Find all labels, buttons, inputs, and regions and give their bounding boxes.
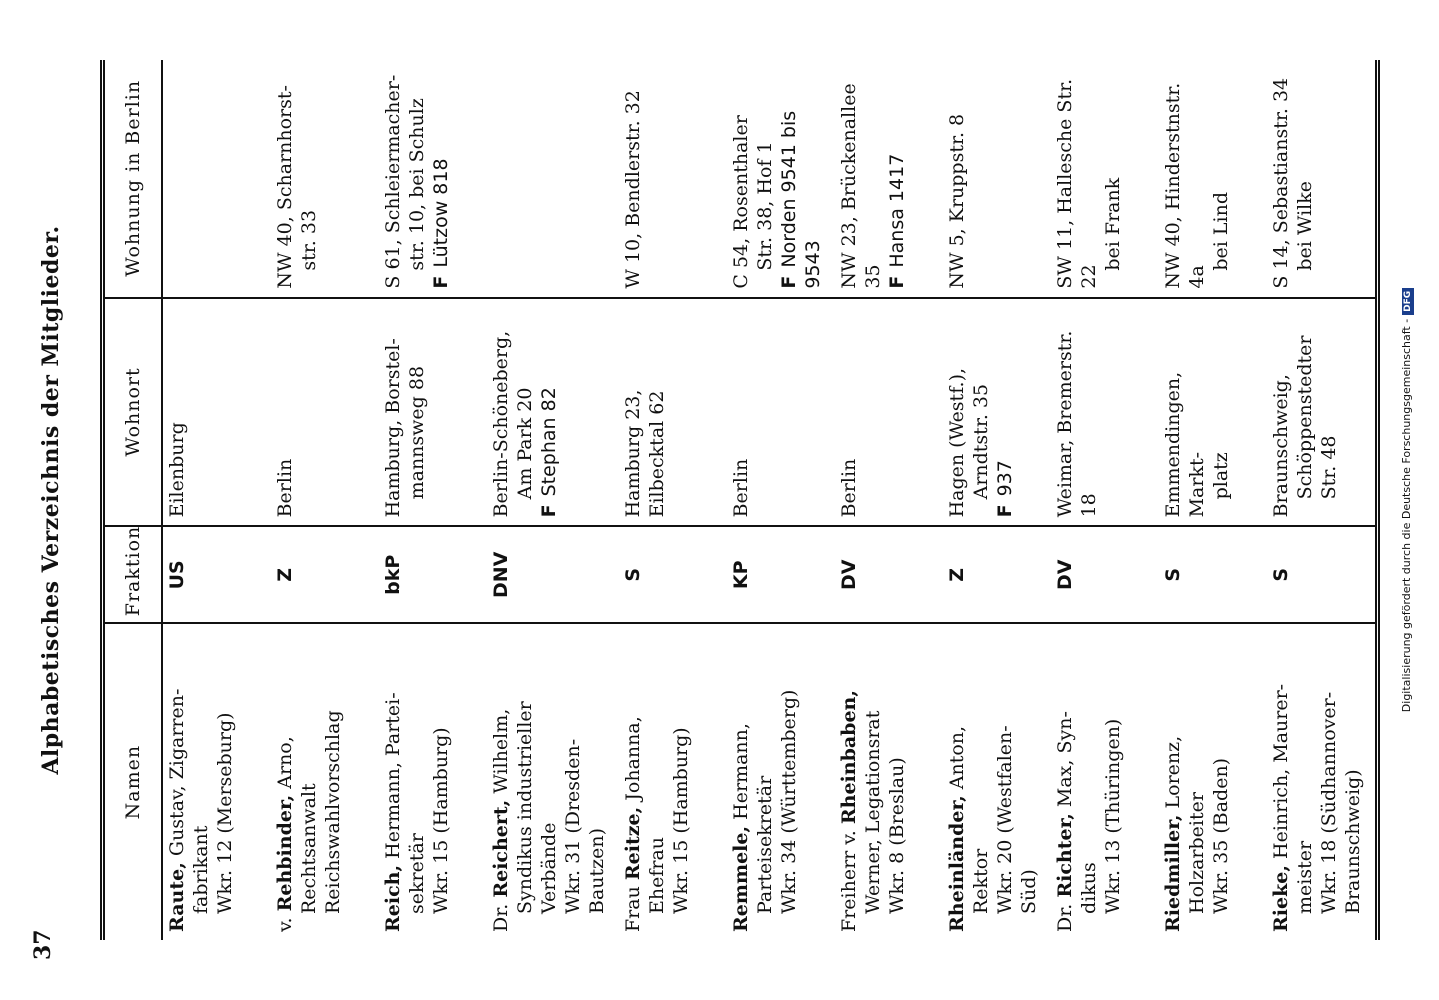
member-name-cell <box>1267 623 1378 940</box>
name-detail-line: Verbände <box>538 822 560 914</box>
given-name: Arno, <box>274 736 296 789</box>
running-head: Alphabetisches Verzeichnis der Mitglieder. <box>38 225 64 775</box>
page-number: 37 <box>30 929 56 960</box>
residence-text: Eilenburg <box>166 422 188 518</box>
address-text: W 10, Bendlerstr. 32 <box>622 90 644 289</box>
address-line: str. 33 <box>298 209 320 271</box>
address-line: bei Lind <box>1210 191 1232 271</box>
address-text: C 54, Rosenthaler <box>730 115 752 289</box>
phone-number: Norden 9541 bis 9543 <box>778 110 824 289</box>
member-name-cell <box>271 623 379 940</box>
name-detail-line: Wkr. 18 (Südhannover- <box>1318 691 1340 914</box>
berlin-address-cell <box>619 60 727 298</box>
member-name-cell <box>619 623 727 940</box>
residence-cell <box>835 298 943 527</box>
table-row <box>379 60 487 940</box>
surname: Reitze, <box>622 806 644 881</box>
address-text: NW 40, Scharnhorst- <box>274 85 296 289</box>
address-text: NW 40, Hinderstnstr. 4a <box>1162 82 1208 289</box>
address-text: NW 23, Brückenallee 35 <box>838 83 884 289</box>
name-prefix: Dr. <box>1054 903 1076 932</box>
given-name: Gustav, Zigarren- <box>166 688 188 857</box>
residence-cell <box>943 298 1051 527</box>
member-name-cell <box>162 623 271 940</box>
surname: Rheinbaben, <box>838 690 860 825</box>
address-text: NW 5, Kruppstr. 8 <box>946 113 968 289</box>
surname: Rheinländer, <box>946 795 968 932</box>
residence-line: platz <box>1210 452 1232 500</box>
faction-cell: bkP <box>379 526 487 623</box>
name-detail-line: Ehefrau <box>646 836 668 914</box>
name-detail-line: Syndikus industrieller <box>514 701 536 914</box>
phone-line: FStephan 82 <box>538 387 560 518</box>
name-detail-line: Süd) <box>1018 869 1040 914</box>
member-name-cell <box>835 623 943 940</box>
residence-line: Am Park 20 <box>514 387 536 500</box>
member-name-cell <box>727 623 835 940</box>
residence-text: Berlin <box>838 458 860 518</box>
address-text: SW 11, Hallesche Str. 22 <box>1054 78 1100 289</box>
table-row <box>619 60 727 940</box>
given-name: Heinrich, Maurer- <box>1270 683 1292 859</box>
table-row <box>727 60 835 940</box>
surname: Rieke, <box>1270 865 1292 932</box>
given-name: Hermann, <box>730 723 752 820</box>
berlin-address-cell <box>271 60 379 298</box>
residence-text: Weimar, Bremerstr. 18 <box>1054 330 1100 518</box>
name-detail-line: Wkr. 15 (Hamburg) <box>670 727 692 914</box>
phone-number: Stephan 82 <box>538 387 560 497</box>
residence-cell <box>271 298 379 527</box>
surname: Raute, <box>166 862 188 932</box>
faction-cell: S <box>619 526 727 623</box>
table-row <box>1051 60 1159 940</box>
member-name-cell <box>379 623 487 940</box>
name-detail-line: Holzarbeiter <box>1186 792 1208 914</box>
faction-cell: KP <box>727 526 835 623</box>
name-prefix: Frau <box>622 886 644 932</box>
residence-text: Hagen (Westf.), <box>946 367 968 518</box>
table-row <box>943 60 1051 940</box>
residence-line: Arndtstr. 35 <box>970 383 992 500</box>
faction-cell: S <box>1159 526 1267 623</box>
table-row <box>487 60 619 940</box>
residence-line: Str. 48 <box>1318 435 1340 500</box>
residence-text: Braunschweig, <box>1270 374 1292 518</box>
faction-cell: S <box>1267 526 1378 623</box>
given-name: Johanna, <box>622 716 644 801</box>
table-row <box>162 60 271 940</box>
header-fraktion: Fraktion <box>103 526 163 623</box>
name-detail-line: Wkr. 15 (Hamburg) <box>430 727 452 914</box>
name-detail-line: Rechtsanwalt <box>298 783 320 914</box>
berlin-address-cell <box>487 60 619 298</box>
table-row <box>835 60 943 940</box>
address-line: bei Wilke <box>1294 180 1316 271</box>
member-name-cell <box>487 623 619 940</box>
residence-text: Berlin <box>730 458 752 518</box>
dfg-logo: DFG <box>1402 288 1414 315</box>
faction-cell: DV <box>835 526 943 623</box>
berlin-address-cell <box>162 60 271 298</box>
table-row <box>1267 60 1378 940</box>
table-row <box>271 60 379 940</box>
name-detail-line: sekretär <box>406 833 428 914</box>
berlin-address-cell <box>1051 60 1159 298</box>
name-detail-line: Reichswahlvorschlag <box>322 710 344 914</box>
residence-cell <box>162 298 271 527</box>
surname: Riedmiller, <box>1162 814 1184 932</box>
phone-line: FHansa 1417 <box>886 153 908 289</box>
residence-line: Schöppenstedter <box>1294 335 1316 500</box>
residence-cell <box>1051 298 1159 527</box>
address-line: Str. 38, Hof 1 <box>754 141 776 271</box>
members-table <box>100 60 1380 940</box>
surname: Richter, <box>1054 813 1076 898</box>
residence-text: Hamburg 23, Eilbecktal 62 <box>622 389 668 518</box>
header-wohnung: Wohnung in Berlin <box>103 60 163 298</box>
address-text: S 61, Schleiermacher- <box>382 74 404 289</box>
surname: Reichert, <box>490 799 512 898</box>
residence-text: Berlin <box>274 458 296 518</box>
berlin-address-cell <box>835 60 943 298</box>
phone-number: Lützow 818 <box>430 158 452 268</box>
berlin-address-cell <box>379 60 487 298</box>
given-name: Max, Syn- <box>1054 711 1076 808</box>
given-name: Hermann, Partei- <box>382 692 404 859</box>
digitization-credit <box>1400 0 1414 1000</box>
name-prefix: v. <box>274 917 296 932</box>
phone-line: FLützow 818 <box>430 158 452 289</box>
surname: Reich, <box>382 864 404 932</box>
name-detail-line: Bautzen) <box>586 827 608 914</box>
surname: Rehbinder, <box>274 794 296 912</box>
name-detail-line: fabrikant <box>190 825 212 914</box>
name-detail-line: Wkr. 31 (Dresden- <box>562 738 584 914</box>
residence-text: Emmendingen, Markt- <box>1162 371 1208 518</box>
residence-cell <box>619 298 727 527</box>
phone-number: Hansa 1417 <box>886 153 908 268</box>
member-name-cell <box>943 623 1051 940</box>
given-name: Lorenz, <box>1162 735 1184 809</box>
name-detail-line: Wkr. 12 (Merseburg) <box>214 712 236 914</box>
address-text: S 14, Sebastianstr. 34 <box>1270 77 1292 289</box>
header-namen: Namen <box>103 623 163 940</box>
phone-number: 937 <box>994 460 1016 497</box>
residence-text: Berlin-Schöneberg, <box>490 330 512 518</box>
surname: Remmele, <box>730 825 752 932</box>
name-detail-line: Wkr. 34 (Württemberg) <box>778 689 800 914</box>
name-detail-line: Werner, Legationsrat <box>862 710 884 914</box>
residence-cell <box>1267 298 1378 527</box>
faction-cell: Z <box>271 526 379 623</box>
name-detail-line: Wkr. 20 (Westfalen- <box>994 725 1016 914</box>
name-detail-line: Braunschweig) <box>1342 769 1364 914</box>
name-detail-line: Parteisekretär <box>754 775 776 914</box>
residence-cell <box>1159 298 1267 527</box>
faction-cell: DNV <box>487 526 619 623</box>
header-wohnort: Wohnort <box>103 298 163 527</box>
address-line: str. 10, bei Schulz <box>406 98 428 271</box>
name-prefix: Freiherr v. <box>838 830 860 932</box>
given-name: Wilhelm, <box>490 708 512 794</box>
member-name-cell <box>1051 623 1159 940</box>
faction-cell: US <box>162 526 271 623</box>
name-detail-line: Wkr. 8 (Breslau) <box>886 757 908 914</box>
residence-cell <box>487 298 619 527</box>
berlin-address-cell <box>943 60 1051 298</box>
name-detail-line: dikus <box>1078 862 1100 914</box>
name-detail-line: Wkr. 13 (Thüringen) <box>1102 718 1124 914</box>
name-detail-line: Rektor <box>970 848 992 914</box>
residence-line: mannsweg 88 <box>406 365 428 500</box>
berlin-address-cell <box>1159 60 1267 298</box>
residence-cell <box>379 298 487 527</box>
phone-line: FNorden 9541 bis 9543 <box>778 110 824 289</box>
given-name: Anton, <box>946 725 968 790</box>
faction-cell: Z <box>943 526 1051 623</box>
phone-line: F937 <box>994 460 1016 518</box>
table-header-row <box>103 60 163 940</box>
berlin-address-cell <box>727 60 835 298</box>
name-prefix: Dr. <box>490 903 512 932</box>
credit-text: Digitalisierung gefördert durch die Deutsche Forschungsgemeinschaft - <box>1400 318 1413 713</box>
table-row <box>1159 60 1267 940</box>
residence-text: Hamburg, Borstel- <box>382 338 404 518</box>
address-line: bei Frank <box>1102 177 1124 271</box>
berlin-address-cell <box>1267 60 1378 298</box>
residence-cell <box>727 298 835 527</box>
faction-cell: DV <box>1051 526 1159 623</box>
member-name-cell <box>1159 623 1267 940</box>
name-detail-line: meister <box>1294 840 1316 914</box>
name-detail-line: Wkr. 35 (Baden) <box>1210 757 1232 914</box>
